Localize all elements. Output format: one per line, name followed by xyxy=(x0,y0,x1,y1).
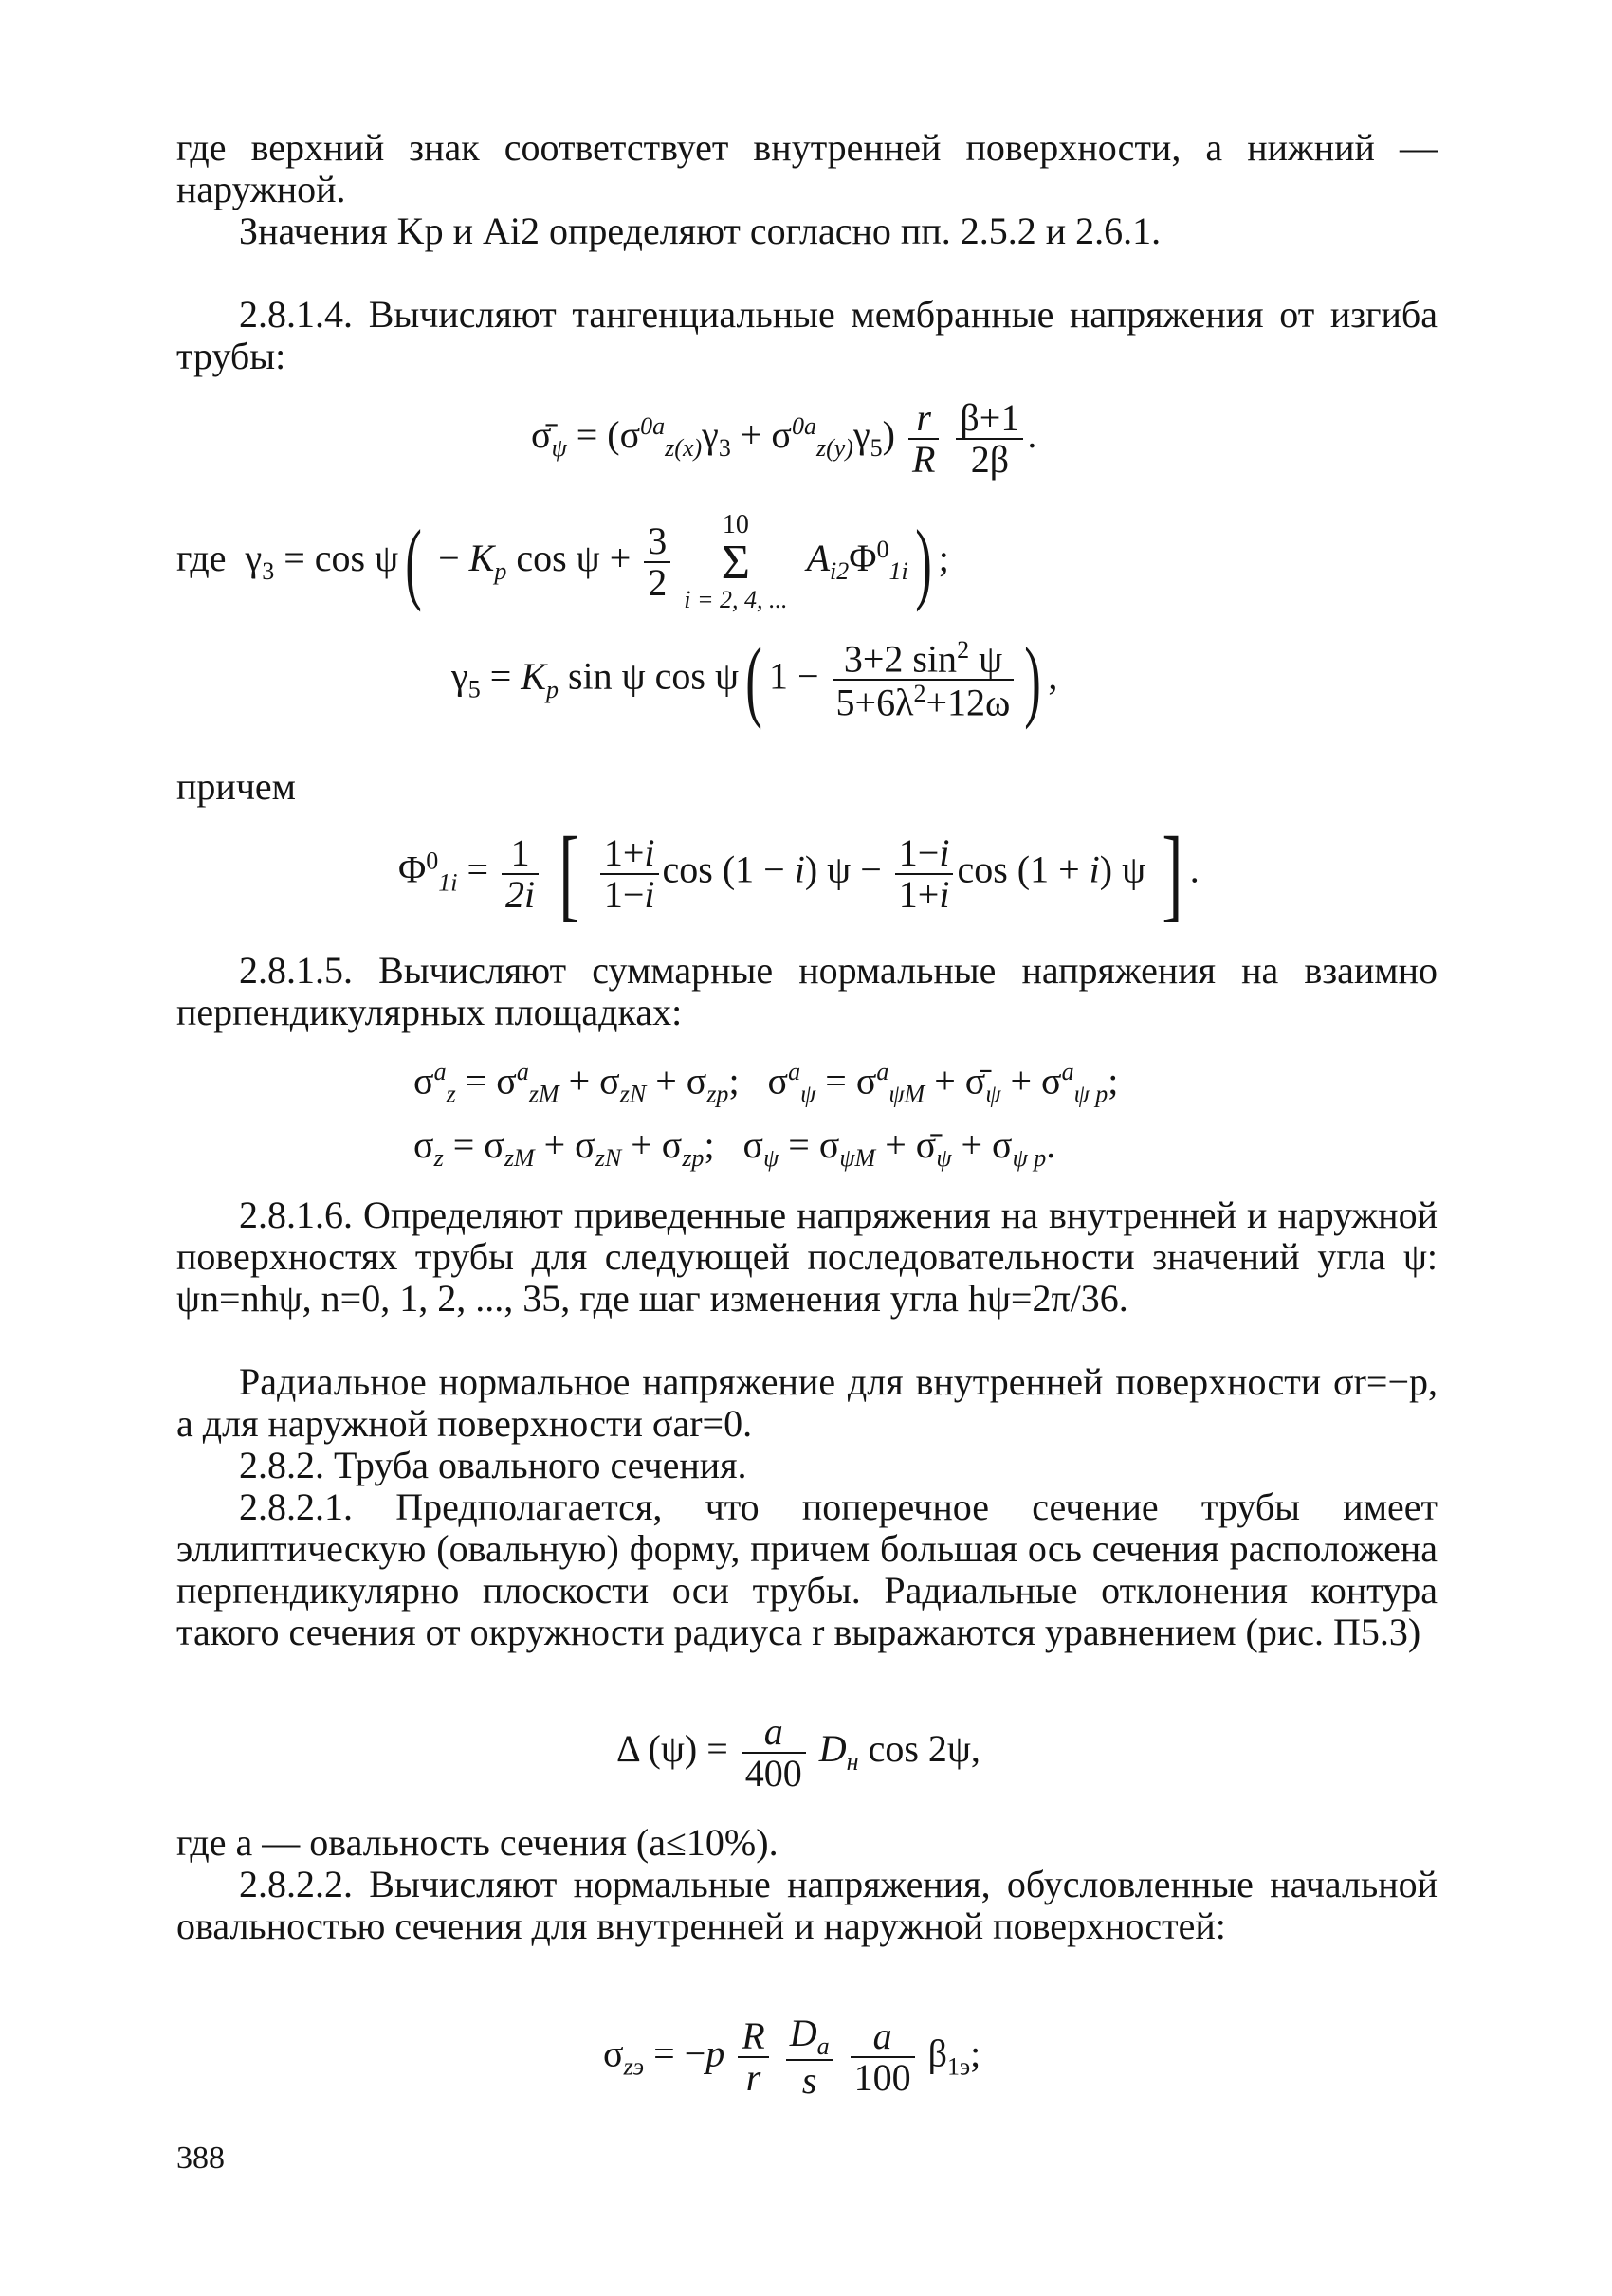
where-label: где xyxy=(176,537,227,580)
paragraph-2-8-1-5: 2.8.1.5. Вычисляют суммарные нормальные напряжения на взаимно перпендикулярных площадках: xyxy=(176,949,1438,1033)
paragraph-prichem: причем xyxy=(176,765,296,808)
formula-phi-1i: $\Phi^0_{1i}$ = $\frac{1}{2i}$ [ $\frac{1+i}{1-i}$ cos (1 − i) ψ − $\frac{1-i}{1+i}$ cos (1 + i) ψ ] . xyxy=(398,815,1200,931)
formula-ovality-deviation: Δ (ψ) = $\frac{a}{400}$ $D_н$ cos 2ψ, xyxy=(616,1710,980,1795)
formula-sigma-ze: $\sigma_{zэ} = -p$ $\frac{R}{r}$ $\frac{D_a}{s}$ $\frac{a}{100}$ $\beta_{1э}$; xyxy=(603,2012,981,2103)
formula-gamma-3: где $\gamma_3 = \cos \psi( - K_p$ cos ψ + $\frac{3}{2}$ 10 Σ i = 2, 4, ... $A_{i2}\Phi^0_{1i}$) ; xyxy=(176,510,949,613)
paragraph-ovality-def: где a — овальность сечения (a≤10%). xyxy=(176,1821,779,1864)
paragraph-surface-sign: где верхний знак соответствует внутренней поверхности, а нижний — наружной. xyxy=(176,126,1438,210)
paragraph-values-kp: Значения Kp и Ai2 определяют согласно пп. 2.5.2 и 2.6.1. xyxy=(239,210,1162,252)
formula-sigma-psi-bending: $\sigmā_\psi = (\sigma^{0a}_{z(x)}\gamma_3 + \sigma^{0a}_{z(y)}\gamma_5)$ $\frac{r}{R}$ $\frac{\beta+1}{2\beta}$ . xyxy=(531,396,1037,481)
heading-2-8-2: 2.8.2. Труба овального сечения. xyxy=(239,1444,747,1486)
paragraph-2-8-2-2: 2.8.2.2. Вычисляют нормальные напряжения, обусловленные начальной овальностью сечения для внутренней и наружной поверхностей: xyxy=(176,1863,1438,1947)
paragraph-2-8-2-1: 2.8.2.1. Предполагается, что поперечное сечение трубы имеет эллиптическую (овальную) форму, причем большая ось сечения расположена перпендикулярно плоскости оси трубы. Радиальные отклонения контура такого сечения от окружности радиуса r выражаются уравнением (рис. П5.3) xyxy=(176,1485,1438,1653)
paragraph-radial-stress: Радиальное нормальное напряжение для внутренней поверхности σr=−p, а для наружной поверхности σar=0. xyxy=(176,1360,1438,1445)
paragraph-2-8-1-4: 2.8.1.4. Вычисляют тангенциальные мембранные напряжения от изгиба трубы: xyxy=(176,293,1438,377)
paragraph-2-8-1-6: 2.8.1.6. Определяют приведенные напряжения на внутренней и наружной поверхностях трубы для следующей последовательности значений угла ψ: ψn=nhψ, n=0, 1, 2, ..., 35, где шаг изменения угла hψ=2π/36. xyxy=(176,1194,1438,1320)
formula-gamma-5: $\gamma_5 = K_p$ sin ψ cos ψ( 1 − $\frac{3+2 \sin^2 \psi}{5+6\lambda^2+12\omega}$ ) , xyxy=(451,629,1058,731)
page-number: 388 xyxy=(176,2141,225,2176)
formula-stress-sum-outer: $\sigma^a_z = \sigma^a_{zM} + \sigma_{zN} + \sigma_{zp}$; $\sigma^a_\psi = \sigma^a_{\psi M}$ + $\sigmā_\psi + \sigma^a_{\psi p}$; xyxy=(413,1058,1119,1108)
formula-stress-sum-inner: $\sigma_z = \sigma_{zM} + \sigma_{zN} + \sigma_{zp}$; $\sigma_\psi = \sigma_{\psi M}$ + $\sigmā_\psi + \sigma_{\psi p}$. xyxy=(413,1123,1056,1172)
